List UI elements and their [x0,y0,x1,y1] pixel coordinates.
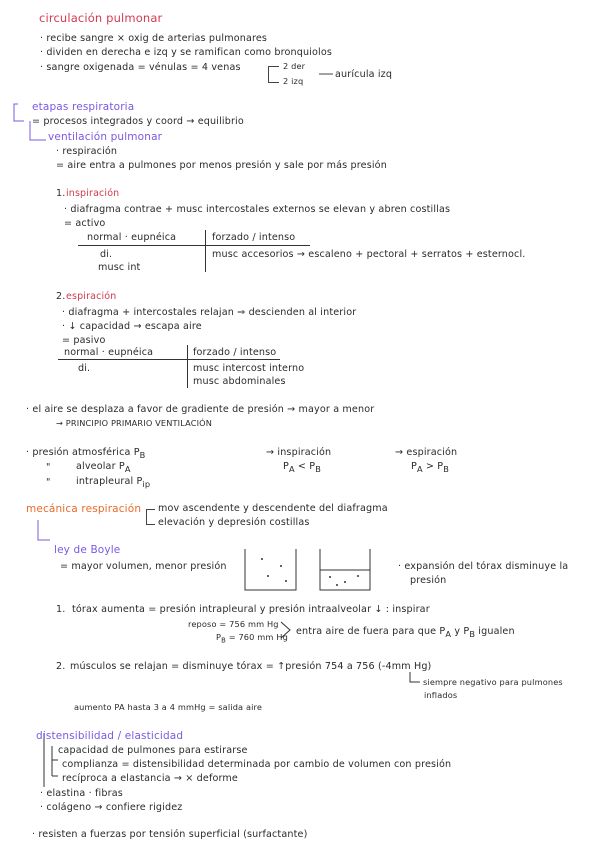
item-number: 1. [56,604,66,615]
table-cell: musc intercost interno [193,363,305,374]
circulacion-title: circulación pulmonar [39,11,163,25]
table-cell: di. [100,249,113,260]
note-line: complianza = distensibilidad determinada por cambio de volumen con presión [62,759,452,770]
table-cell: di. [78,363,91,374]
note-line: aumento PA hasta 3 a 4 mmHg = salida aire [74,702,263,712]
note-line: intrapleural $P_{ip}$ [76,476,151,489]
note-line: · colágeno → confiere rigidez [40,802,183,813]
note-line: · sangre oxigenada = vénulas = 4 venas [40,62,241,73]
note-line: aurícula izq [335,69,393,80]
note-line: = pasivo [62,335,106,346]
note-line: · el aire se desplaza a favor de gradiente de presión → mayor a menor [26,404,375,415]
note-line: 2 der [283,61,306,71]
note-line: $P_A > P_B$ [411,461,450,474]
table-cell: musc accesorios → escaleno + pectoral + serratos + esternocl. [212,249,526,260]
gas-particles [261,558,359,586]
note-line: · diafragma contrae + musc intercostales externos se elevan y abren costillas [64,204,451,215]
ventilacion-title: ventilación pulmonar [48,131,163,143]
table-header: normal · eupnéica [87,232,177,243]
note-line: $P_A < P_B$ [283,461,322,474]
note-line: · elastina · fibras [40,788,123,799]
purple-arrow-line [38,520,50,540]
note-line: recíproca a elastancia → × deforme [62,773,238,784]
note-line: músculos se relajan = disminuye tórax = ↑presión 754 a 756 (-4mm Hg) [70,661,432,672]
note-line: reposo = 756 mm Hg [188,619,279,629]
mecanica-title: mecánica respiración [26,503,142,515]
note-line: · presión atmosférica $P_B$ [26,447,146,460]
etapas-title: etapas respiratoria [32,101,135,113]
note-line: alveolar $P_A$ [76,461,131,474]
container-large [245,549,296,590]
note-line: = procesos integrados y coord → equilibrio [32,116,244,127]
table-cell: musc abdominales [193,376,286,387]
table-cell: musc int [98,262,141,273]
note-line: · respiración [56,146,118,157]
table-header: normal · eupnéica [64,347,154,358]
note-line: 2 izq [283,76,304,86]
note-line: = activo [64,218,106,229]
note-line: · diafragma + intercostales relajan ⇒ descienden al interior [62,307,357,318]
ditto-mark: " [46,477,51,488]
item-number: 2. [56,291,66,302]
inspiracion-title: inspiración [66,188,120,199]
note-line: · resisten a fuerzas por tensión superficial (surfactante) [32,829,308,840]
note-line: siempre negativo para pulmones [423,677,563,687]
note-line: $P_B = 760$ mm Hg [216,632,288,645]
distensibilidad-title: distensibilidad / elasticidad [36,730,184,742]
note-line: capacidad de pulmones para estirarse [58,745,248,756]
note-line: presión [410,575,447,586]
note-line: · dividen en derecha e izq y se ramifican como bronquiolos [40,47,333,58]
note-line: → PRINCIPIO PRIMARIO VENTILACIÓN [56,418,213,428]
note-line: = mayor volumen, menor presión [60,561,227,572]
note-line: · ↓ capacidad → escapa aire [62,321,202,332]
note-line: tórax aumenta = presión intrapleural y presión intraalveolar ↓ : inspirar [72,604,430,615]
table-header: forzado / intenso [193,347,277,358]
ditto-mark: " [46,462,51,473]
note-line: → inspiración [266,447,332,458]
espiracion-title: espiración [66,291,117,302]
item-number: 1. [56,188,66,199]
note-line: · recibe sangre × oxig de arterias pulmonares [40,33,268,44]
note-line: inflados [424,690,458,700]
note-line: · expansión del tórax disminuye la [398,561,569,572]
boyle-title: ley de Boyle [54,544,121,556]
item-number: 2. [56,661,66,672]
note-line: entra aire de fuera para que $P_A$ y $P_B$ igualen [296,626,515,639]
note-line: mov ascendente y descendente del diafragma [158,503,388,514]
note-line: = aire entra a pulmones por menos presión y sale por más presión [56,160,387,171]
note-line: → espiración [395,447,458,458]
table-header: forzado / intenso [212,232,296,243]
note-line: elevación y depresión costillas [158,517,310,528]
